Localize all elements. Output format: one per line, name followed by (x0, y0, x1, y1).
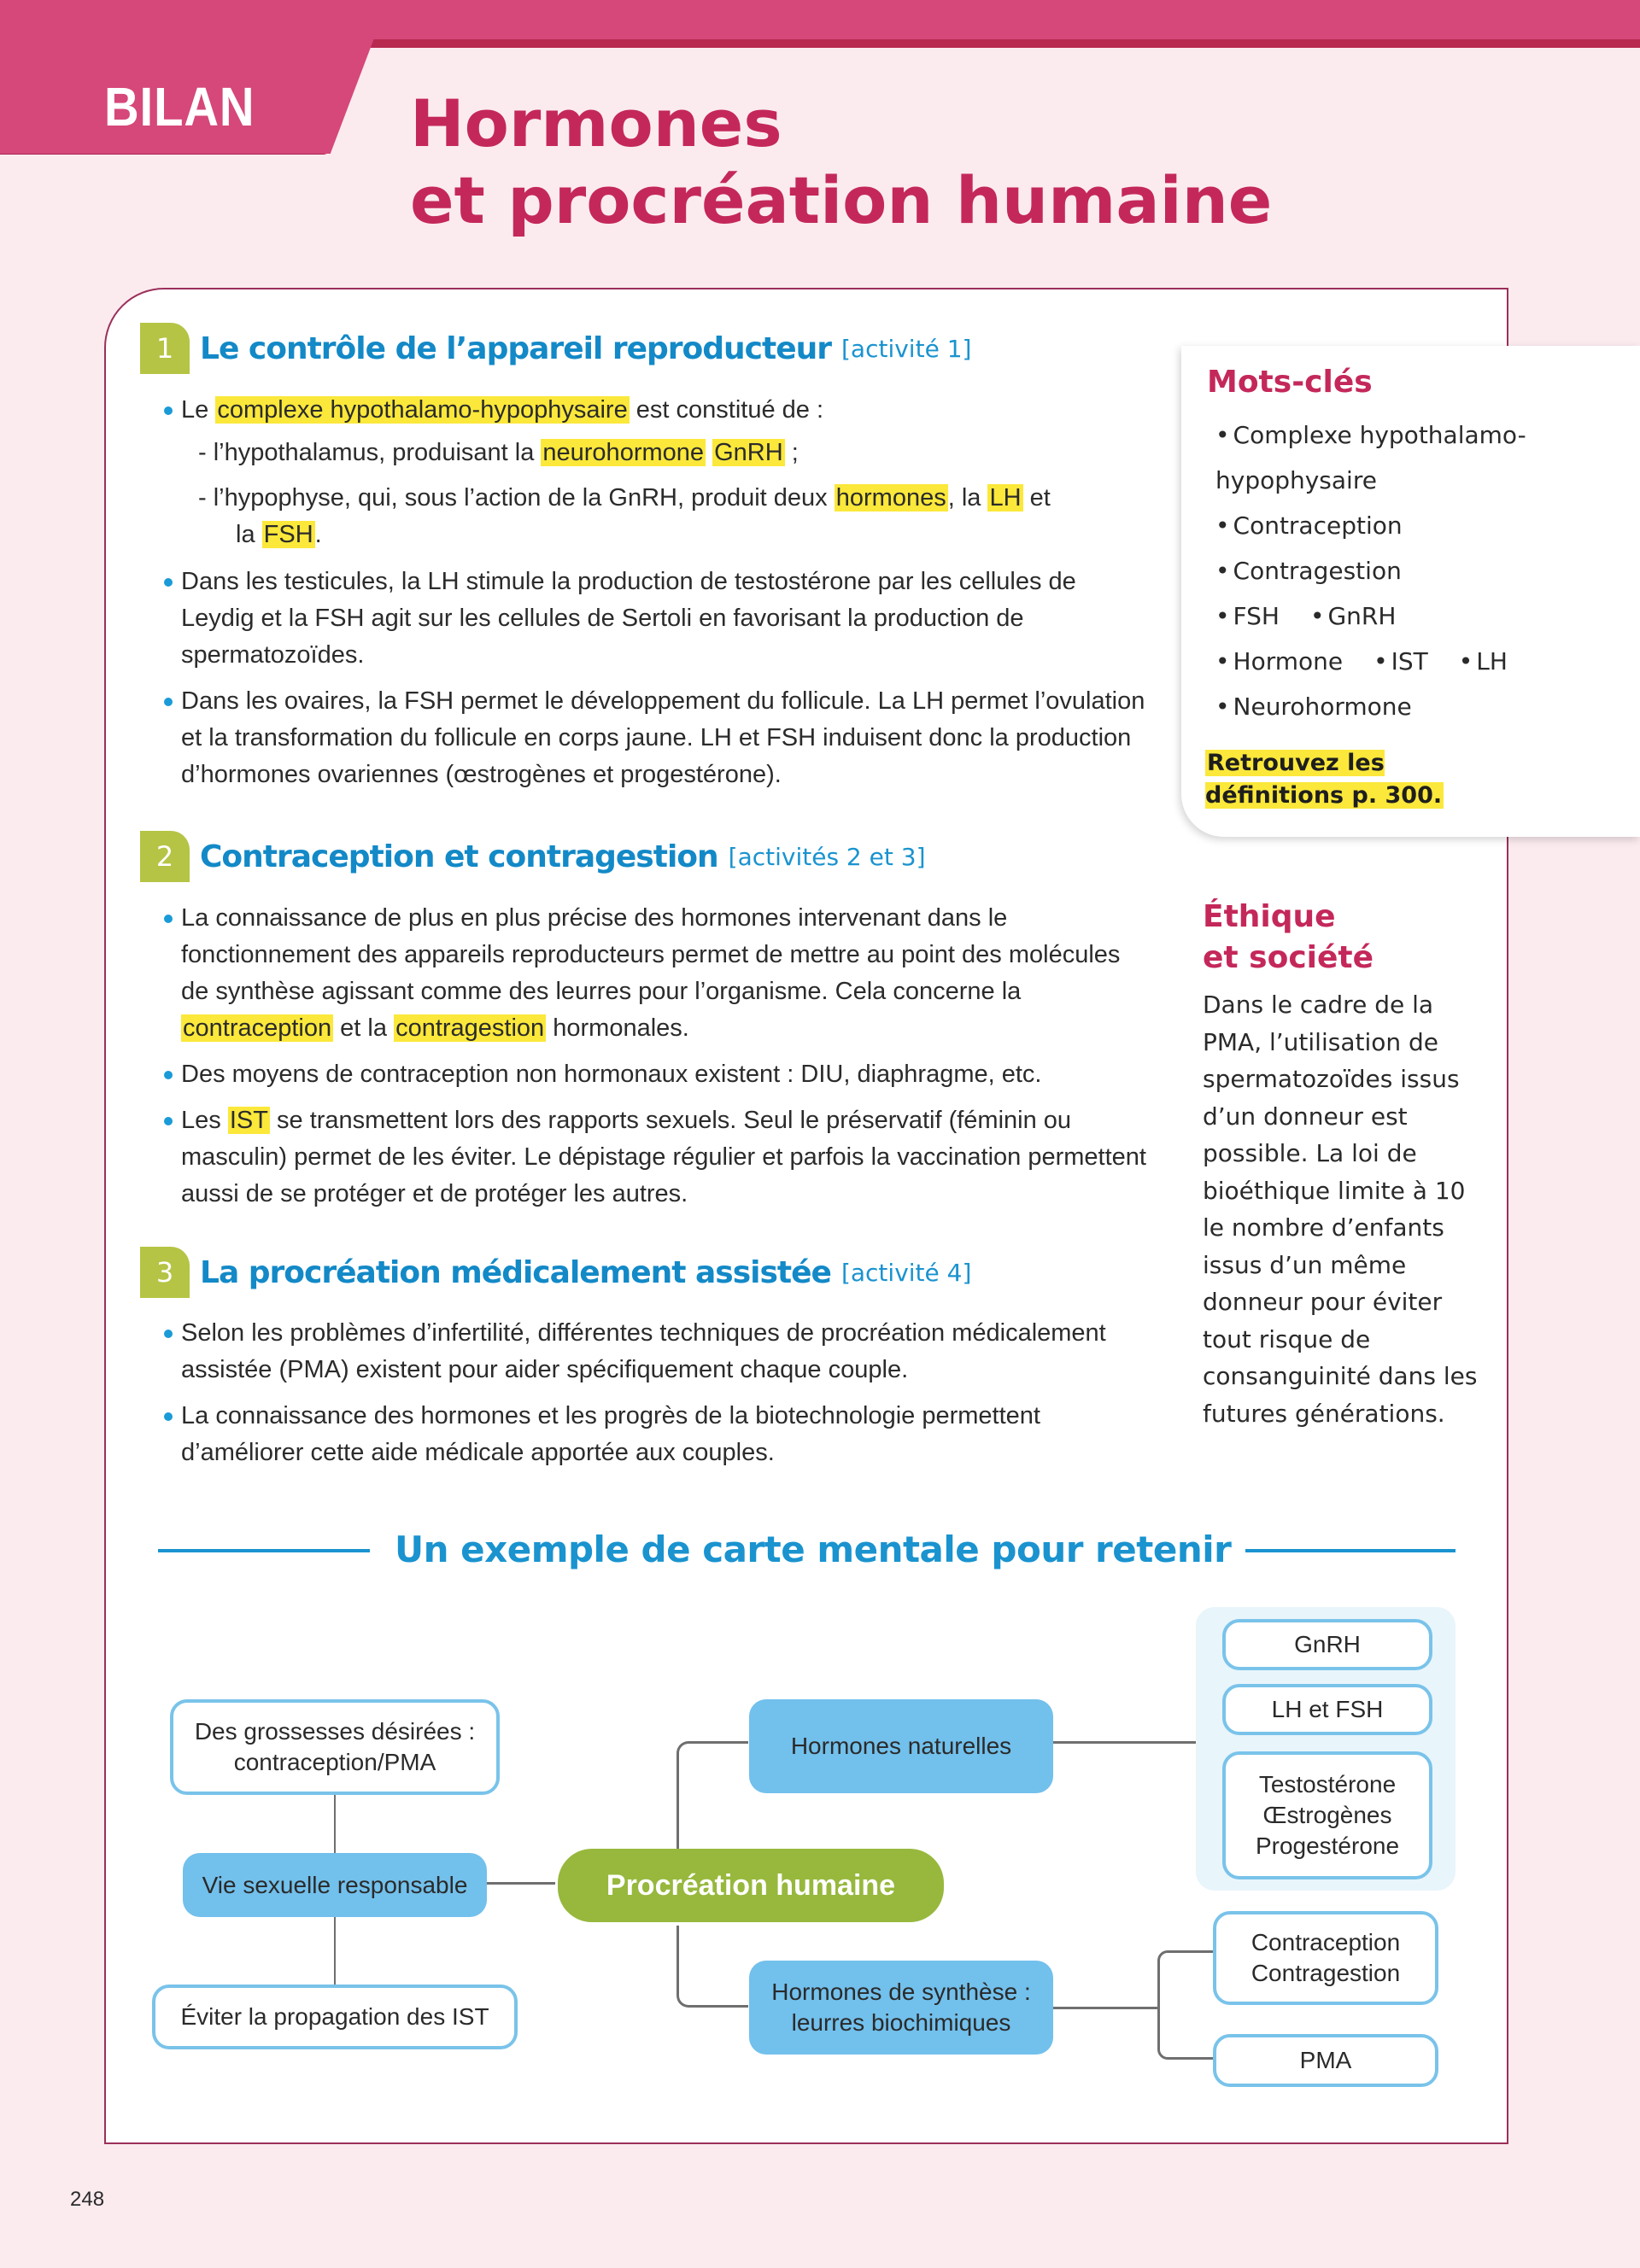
section-number-badge: 3 (140, 1247, 190, 1298)
keyword-item: • Contragestion (1215, 548, 1402, 593)
sub-item: - l’hypothalamus, produisant la neurohormone GnRH ; (198, 439, 799, 466)
node-avoid-sti: Éviter la propagation des IST (152, 1984, 518, 2049)
keyword-highlight: IST (229, 1107, 268, 1134)
section-title: Contraception et contragestion (200, 839, 718, 874)
bullet-item: Le complexe hypothalamo-hypophysaire est constitué de : (164, 392, 1146, 429)
connector-line (334, 1917, 336, 1985)
section-number-badge: 2 (140, 831, 190, 882)
node-human-procreation: Procréation humaine (558, 1849, 944, 1922)
keywords-list (1215, 412, 1526, 729)
connector-elbow (1157, 1950, 1214, 2060)
page-title-line1: Hormones (410, 85, 782, 161)
mind-map-heading: Un exemple de carte mentale pour retenir (395, 1529, 1232, 1570)
keywords-box (1181, 346, 1640, 837)
section-2-heading (140, 831, 926, 882)
keyword-item: • IST (1374, 639, 1428, 684)
node-synthetic-hormones: Hormones de synthèse : leurres biochimiques (749, 1961, 1053, 2055)
bullet-item: Dans les ovaires, la FSH permet le développement du follicule. La LH permet l’ovulation et la transformation du follicule en corps jaune. LH et FSH induisent donc la production d’hormones ovariennes (œstrogènes et progestérone). (164, 683, 1146, 793)
node-responsible-sex-life: Vie sexuelle responsable (183, 1853, 487, 1917)
node-desired-pregnancies: Des grossesses désirées : contraception/PMA (170, 1699, 500, 1795)
heading-rule-left (158, 1549, 370, 1552)
keyword-item: • Contraception (1215, 503, 1403, 548)
ethics-title (1203, 897, 1374, 979)
section-3-bullets (164, 1315, 1146, 1481)
activity-link[interactable]: [activité 1] (841, 334, 972, 363)
connector-elbow (676, 1926, 748, 2008)
connector-line (1053, 1741, 1196, 1744)
bullet-item: Dans les testicules, la LH stimule la production de testostérone par les cellules de Leydig et la FSH agit sur les cellules de Sertoli en favorisant la production de spermatozoïdes. (164, 564, 1146, 674)
ethics-text: Dans le cadre de la PMA, l’utilisation de spermatozoïdes issus d’un donneur est possible. La loi de bioéthique limite à 10 le nombre d’enfants issus d’un même donneur pour éviter tout risque de consanguinité dans les futures générations. (1203, 991, 1478, 1428)
section-number-badge: 1 (140, 323, 190, 374)
keyword-highlight: neurohormone (542, 439, 705, 466)
keyword-item: • Neurohormone (1215, 684, 1412, 729)
keyword-item-continued: hypophysaire (1215, 466, 1377, 494)
bullet-item: Selon les problèmes d’infertilité, différentes techniques de procréation médicalement assistée (PMA) existent pour aider spécifiquement chaque couple. (164, 1315, 1146, 1388)
connector-line (1053, 2007, 1157, 2009)
keyword-highlight: hormones (835, 484, 946, 511)
keywords-title: Mots-clés (1207, 365, 1373, 400)
ethics-title-line1: Éthique (1203, 899, 1336, 934)
bullet-item: Les IST se transmettent lors des rapports sexuels. Seul le préservatif (féminin ou masculin) permet de les éviter. Le dépistage régulier et parfois la vaccination permettent aussi de se protéger et de protéger les autres. (164, 1102, 1146, 1213)
node-lh-fsh: LH et FSH (1222, 1684, 1432, 1735)
node-natural-hormones: Hormones naturelles (749, 1699, 1053, 1793)
sub-item: - l’hypophyse, qui, sous l’action de la GnRH, produit deux hormones, la LH et (198, 484, 1051, 511)
keyword-item: • Complexe hypothalamo- (1215, 412, 1526, 458)
definitions-reference[interactable]: Retrouvez les définitions p. 300. (1205, 750, 1443, 809)
node-steroid-hormones: Testostérone Œstrogènes Progestérone (1222, 1751, 1432, 1879)
node-pma: PMA (1213, 2034, 1438, 2087)
node-contraception-contragestion: Contraception Contragestion (1213, 1911, 1438, 2005)
keyword-item: • FSH (1215, 593, 1280, 639)
connector-elbow (676, 1741, 748, 1852)
section-1-bullets (164, 392, 1146, 803)
page-title-line2: et procréation humaine (410, 162, 1273, 238)
keyword-item: • Hormone (1215, 639, 1343, 684)
bullet-item: La connaissance des hormones et les progrès de la biotechnologie permettent d’améliorer cette aide médicale apportée aux couples. (164, 1398, 1146, 1471)
section-1-heading (140, 323, 971, 374)
section-2-bullets (164, 900, 1146, 1222)
bullet-item: La connaissance de plus en plus précise des hormones intervenant dans le fonctionnement des appareils reproducteurs permet de mettre au point des molécules de synthèse agissant comme des leurres pour l’organisme. Cela concerne la contraception et la contragestion hormonales. (164, 900, 1146, 1047)
activity-link[interactable]: [activités 2 et 3] (728, 842, 926, 871)
bullet-item: Des moyens de contraception non hormonaux existent : DIU, diaphragme, etc. (164, 1056, 1146, 1093)
keyword-item: • LH (1459, 639, 1508, 684)
heading-rule-right (1245, 1549, 1456, 1552)
node-gnrh: GnRH (1222, 1619, 1432, 1670)
keyword-highlight: contraception (183, 1014, 332, 1042)
keyword-highlight: LH (989, 484, 1022, 511)
page-title (410, 85, 1272, 239)
keyword-highlight: contragestion (395, 1014, 545, 1042)
activity-link[interactable]: [activité 4] (840, 1258, 972, 1287)
ethics-title-line2: et société (1203, 940, 1374, 975)
connector-line (487, 1882, 555, 1885)
keyword-highlight: FSH (263, 521, 313, 548)
keyword-highlight: GnRH (714, 439, 783, 466)
connector-line (334, 1793, 336, 1853)
section-3-heading (140, 1247, 971, 1298)
section-title: Le contrôle de l’appareil reproducteur (200, 330, 831, 366)
page-number: 248 (70, 2188, 105, 2211)
keyword-item: • GnRH (1310, 593, 1396, 639)
sub-item-continued: la FSH. (236, 521, 322, 548)
bilan-label: BILAN (104, 76, 255, 137)
section-title: La procréation médicalement assistée (200, 1254, 831, 1290)
keyword-highlight: complexe hypothalamo-hypophysaire (217, 396, 628, 424)
